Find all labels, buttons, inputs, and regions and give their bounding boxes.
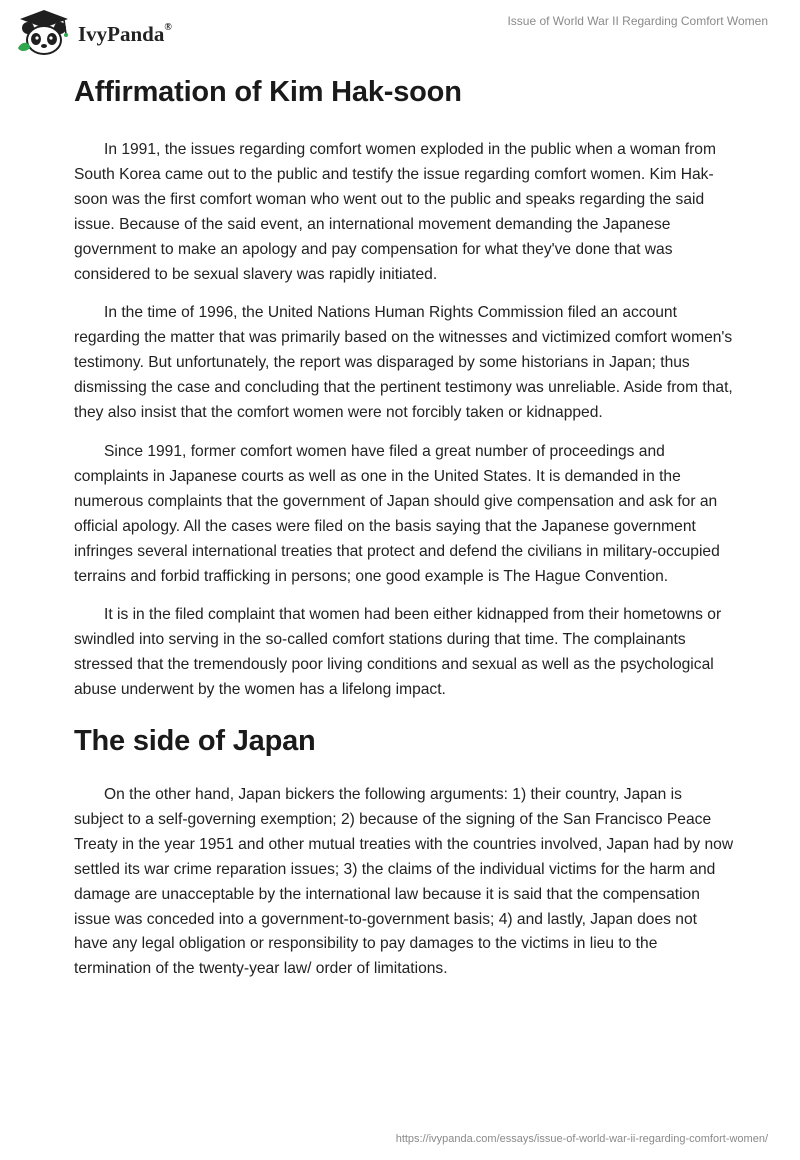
panda-logo-icon [14, 8, 74, 56]
registered-mark: ® [164, 21, 172, 33]
paragraph: It is in the filed complaint that women had been either kidnapped from their hometowns or swindled into serving in the so-called comfort stations during that time. The complainants stressed that the tremendously poor living conditions and sexual as well as the psychological abuse underwent by the women has a lifelong impact. [74, 606, 722, 699]
paragraph: Since 1991, former comfort women have filed a great number of proceedings and complaints in Japanese courts as well as one in the United States. It is demanded in the numerous complaints that the government of Japan should give compensation and ask for an official apology. All the cases were filed on the basis saying that the Japanese government infringes several international treaties that protect and defend the civilians in military-occupied terrains and forbid trafficking in persons; one good example is The Hague Convention. [74, 442, 720, 585]
section-heading: Affirmation of Kim Hak-soon [74, 76, 462, 108]
brand-name [78, 22, 172, 47]
source-url[interactable]: https://ivypanda.com/essays/issue-of-world-war-ii-regarding-comfort-women/ [395, 1133, 768, 1145]
section-affirmation [74, 72, 734, 703]
page-header [0, 0, 800, 62]
ivypanda-logo[interactable] [14, 8, 172, 56]
essay-content [74, 72, 734, 996]
paragraph: In the time of 1996, the United Nations Human Rights Commission filed an account regarding the matter that was primarily based on the witnesses and victimized comfort women's testimony. But unfortunately, the report was disparaged by some historians in Japan; thus dismissing the case and concluding that the pertinent testimony was unreliable. Aside from that, they also insist that the comfort women were not forcibly taken or kidnapped. [74, 304, 733, 422]
document-title: Issue of World War II Regarding Comfort Women [507, 14, 768, 28]
paragraph: In 1991, the issues regarding comfort women exploded in the public when a woman from South Korea came out to the public and testify the issue regarding comfort women. Kim Hak-soon was the first comfort woman who went out to the public and speaks regarding the said issue. Because of the said event, an international movement demanding the Japanese government to make an apology and pay compensation for what they've done that was considered to be sexual slavery was rapidly initiated. [74, 141, 716, 283]
section-heading: The side of Japan [74, 725, 316, 758]
paragraph: On the other hand, Japan bickers the following arguments: 1) their country, Japan is subject to a self-governing exemption; 2) because of the signing of the San Francisco Peace Treaty in the year 1951 and other mutual treaties with the countries involved, Japan had by now settled its war crime reparation issues; 3) the claims of the individual victims for the harm and damage are unacceptable by the international law because it is said that the compensation issue was conceded into a government-to-government basis; 4) and lastly, Japan does not have any legal obligation or responsibility to pay damages to the victims in lieu to the termination of the twenty-year law/ order of limitations. [74, 786, 734, 978]
brand-text: IvyPanda [78, 21, 165, 46]
section-side-of-japan [74, 721, 734, 982]
